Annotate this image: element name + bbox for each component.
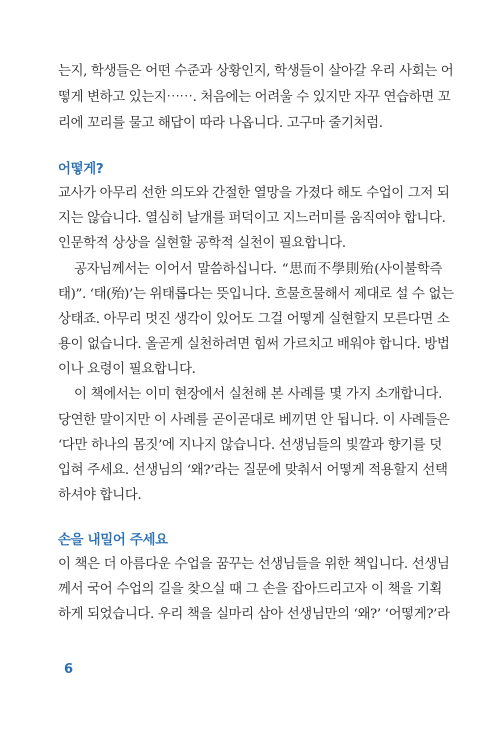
how-para3-line-5: 하셔야 합니다. [58,488,142,503]
how-para2-line-5: 이나 요령이 필요합니다. [58,362,196,377]
how-para2-line-1: 공자님께서는 이어서 말씀하십니다. “思而不學則殆(사이불학즉 [74,262,442,277]
how-para3-line-1: 이 책에서는 이미 현장에서 실천해 본 사례를 몇 가지 소개합니다. [74,387,442,402]
how-para1-line-1: 교사가 아무리 선한 의도와 간절한 열망을 가졌다 해도 수업이 그저 되 [58,186,450,201]
how-para2-line-2: 태)”. ‘태(殆)’는 위태롭다는 뜻입니다. 흐물흐물해서 제대로 설 수 없는 [58,287,454,302]
how-para3-line-4: 입혀 주세요. 선생님의 ‘왜?’라는 질문에 맞춰서 어떻게 적용할지 선택 [58,463,448,478]
how-para1-line-3: 인문학적 상상을 실현할 공학적 실천이 필요합니다. [58,236,346,251]
how-para3-line-3: ‘다만 하나의 몸짓’에 지나지 않습니다. 선생님들의 빛깔과 향기를 덧 [58,438,442,453]
how-para3-line-2: 당연한 말이지만 이 사례를 곧이곧대로 베끼면 안 됩니다. 이 사례들은 [58,413,450,428]
intro-line-2: 떻게 변하고 있는지⋯⋯. 처음에는 어려울 수 있지만 자꾸 연습하면 꼬 [58,90,451,105]
how-para2-line-4: 용이 없습니다. 올곧게 실천하려면 힘써 가르치고 배워야 합니다. 방법 [58,337,450,352]
hand-para1-line-1: 이 책은 더 아름다운 수업을 꿈꾸는 선생님들을 위한 책입니다. 선생님 [58,557,450,572]
how-para2-line-3: 상태죠. 아무리 멋진 생각이 있어도 그걸 어떻게 실현할지 모른다면 소 [58,312,450,327]
intro-line-3: 리에 꼬리를 물고 해답이 따라 나옵니다. 고구마 줄기처럼. [58,116,383,131]
section-heading-hand: 손을 내밀어 주세요 [58,533,168,548]
intro-line-1: 는지, 학생들은 어떤 수준과 상황인지, 학생들이 살아갈 우리 사회는 어 [58,64,454,79]
how-para1-line-2: 지는 않습니다. 열심히 날개를 퍼덕이고 지느러미를 움직여야 합니다. [58,211,446,226]
section-heading-how: 어떻게? [58,162,104,177]
hand-para1-line-3: 하게 되었습니다. 우리 책을 실마리 삼아 선생님만의 ‘왜?’ ‘어떻게?’라 [58,607,450,622]
hand-para1-line-2: 께서 국어 수업의 길을 찾으실 때 그 손을 잡아드리고자 이 책을 기획 [58,582,442,597]
page-number: 6 [64,662,74,677]
